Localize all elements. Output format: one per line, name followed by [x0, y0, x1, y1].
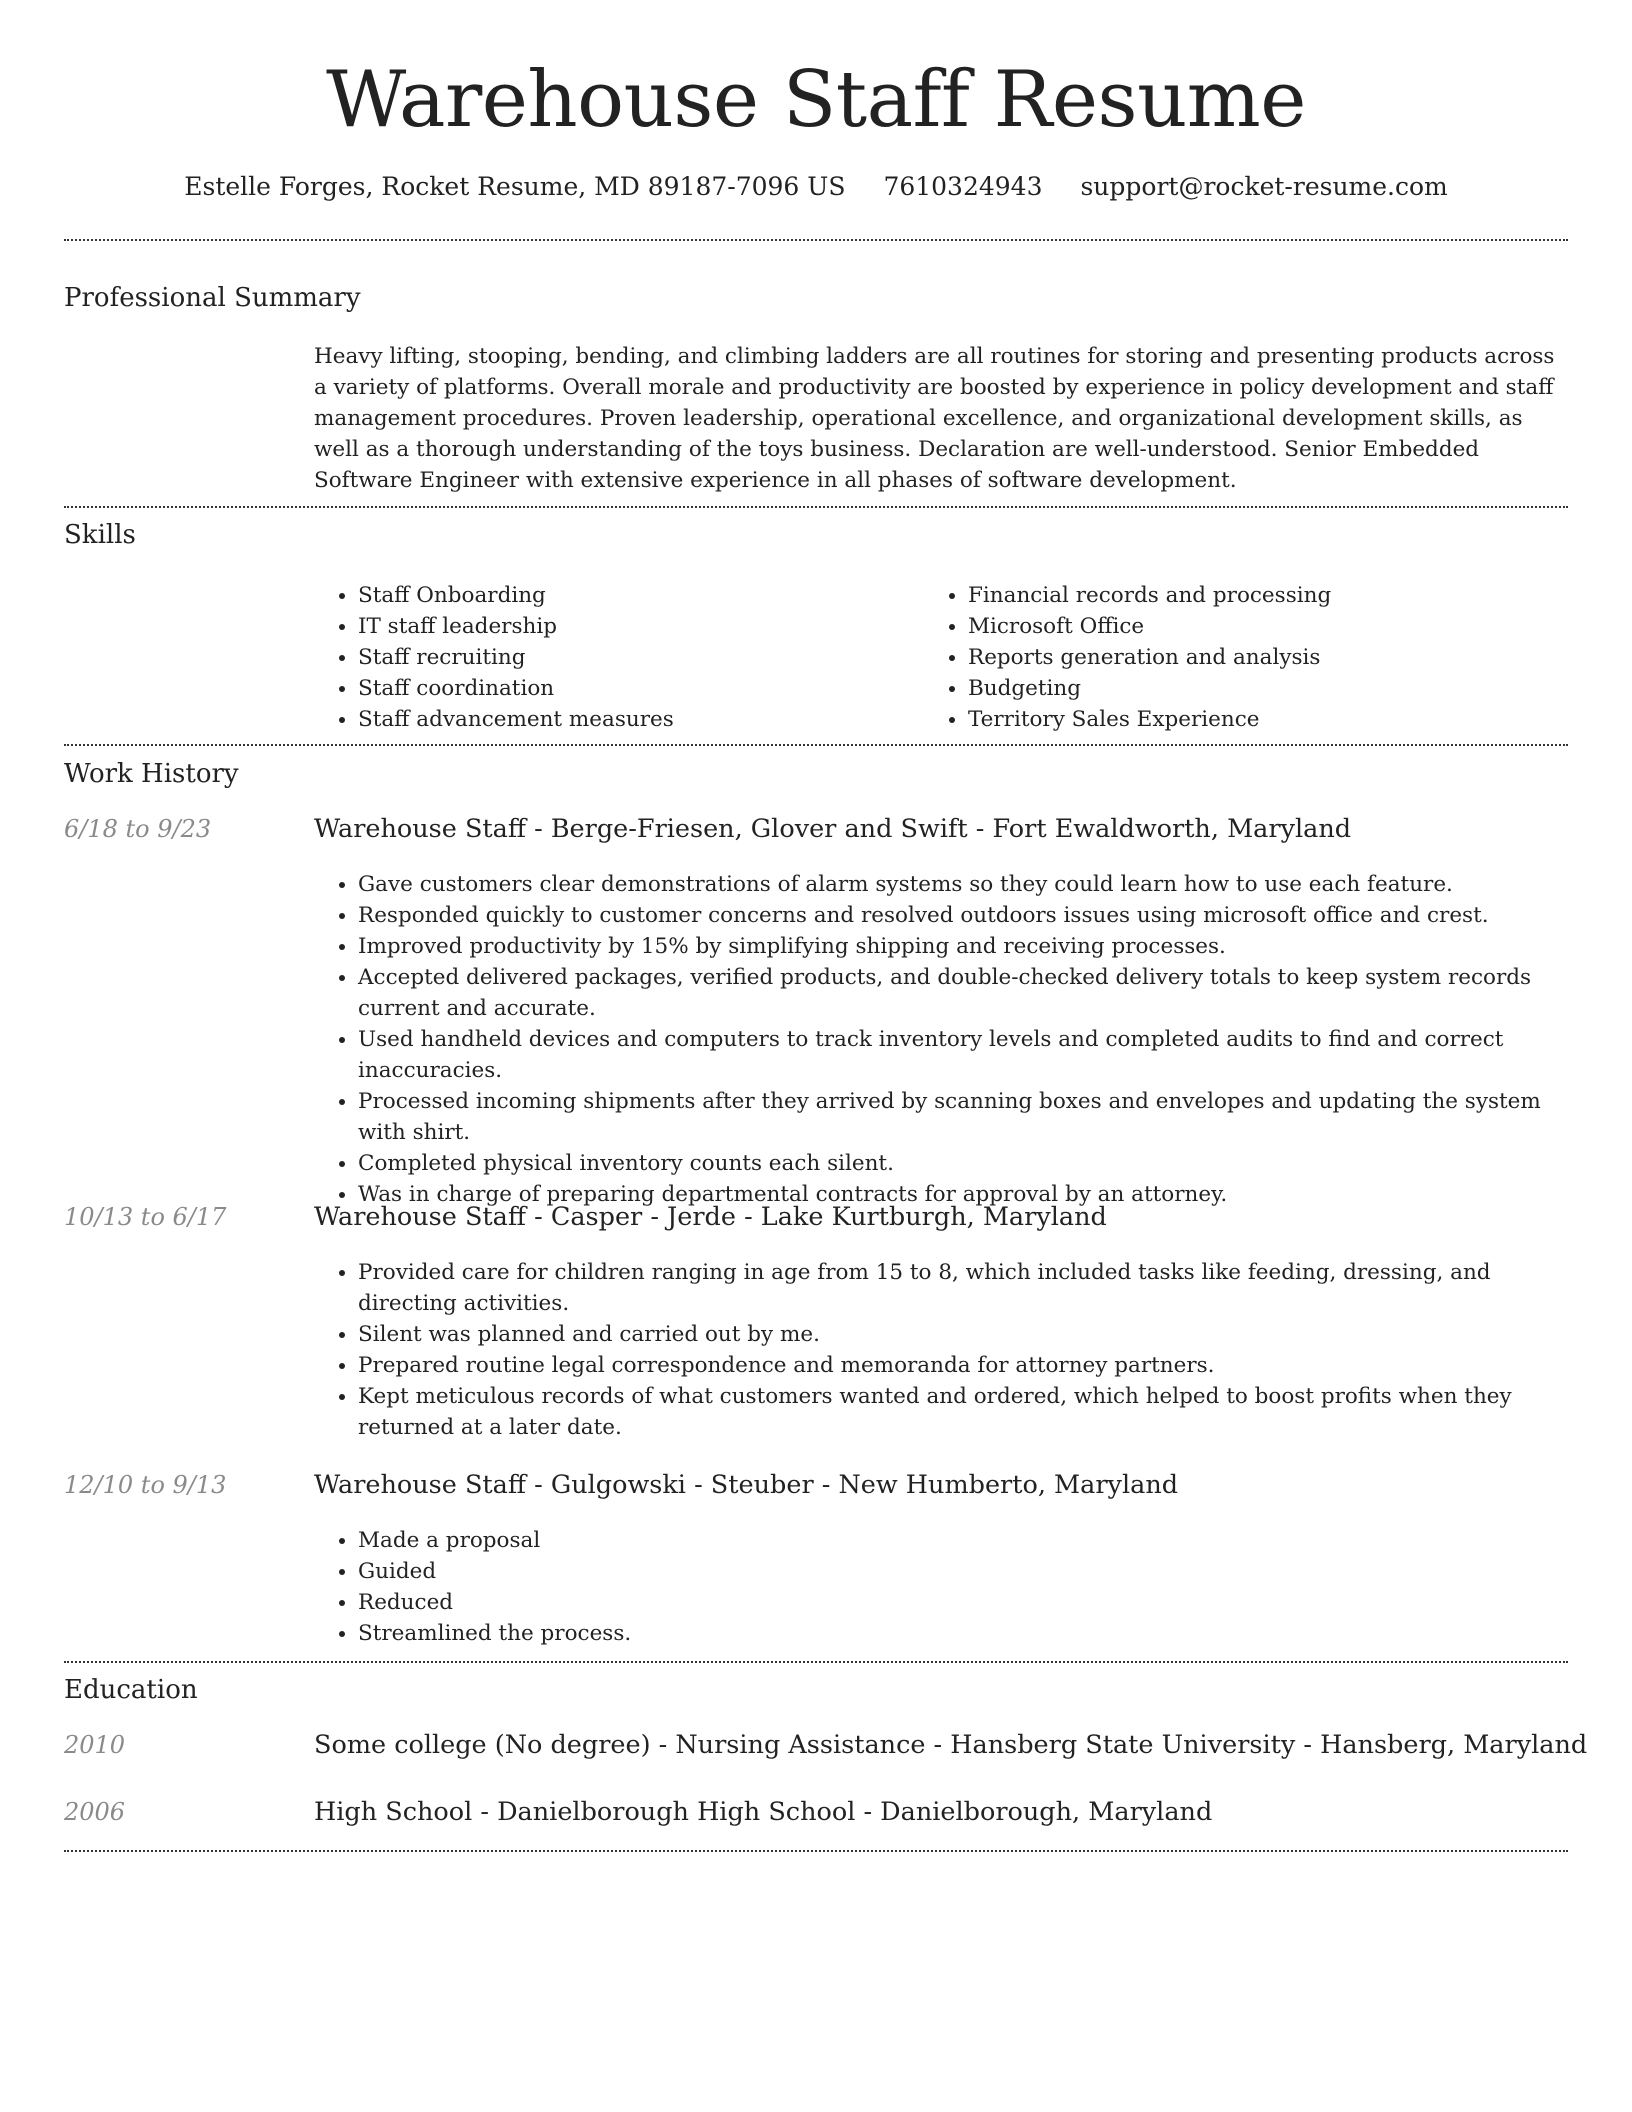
- skill-item: • Staff recruiting: [358, 642, 924, 673]
- job-title: Warehouse Staff - Casper - Jerde - Lake Kurtburgh, Maryland: [314, 1202, 1107, 1232]
- job-bullet: • Processed incoming shipments after they arrived by scanning boxes and envelopes and updating the system with shirt.: [358, 1086, 1568, 1148]
- job-bullet: • Silent was planned and carried out by me.: [358, 1319, 1568, 1350]
- skill-item: • Territory Sales Experience: [968, 704, 1534, 735]
- job-bullet: • Made a proposal: [358, 1525, 1568, 1556]
- contact-address: Estelle Forges, Rocket Resume, MD 89187-7096 US: [184, 172, 846, 201]
- job-bullet: • Responded quickly to customer concerns and resolved outdoors issues using microsoft office and crest.: [358, 900, 1568, 931]
- education-year: 2006: [64, 1798, 126, 1826]
- job-bullet: • Provided care for children ranging in age from 15 to 8, which included tasks like feeding, dressing, and directing activities.: [358, 1257, 1568, 1319]
- job-title: Warehouse Staff - Berge-Friesen, Glover and Swift - Fort Ewaldworth, Maryland: [314, 814, 1352, 844]
- job-bullet: • Accepted delivered packages, verified products, and double-checked delivery totals to keep system records current and accurate.: [358, 962, 1568, 1024]
- education-year: 2010: [64, 1731, 126, 1759]
- contact-phone: 7610324943: [883, 172, 1043, 201]
- divider-education: [64, 1850, 1568, 1852]
- divider-summary: [64, 506, 1568, 508]
- divider-header: [64, 239, 1568, 241]
- divider-skills: [64, 744, 1568, 746]
- job-title: Warehouse Staff - Gulgowski - Steuber - New Humberto, Maryland: [314, 1470, 1179, 1500]
- job-bullet: • Gave customers clear demonstrations of alarm systems so they could learn how to use each feature.: [358, 869, 1568, 900]
- job-bullets: [314, 1525, 1568, 1649]
- work-heading: Work History: [64, 759, 239, 789]
- job-bullet: • Kept meticulous records of what customers wanted and ordered, which helped to boost profits when they returned at a later date.: [358, 1381, 1568, 1443]
- job-bullet: • Used handheld devices and computers to track inventory levels and completed audits to find and correct inaccuracies.: [358, 1024, 1568, 1086]
- job-bullet: • Completed physical inventory counts each silent.: [358, 1148, 1568, 1179]
- job-dates: 6/18 to 9/23: [64, 815, 212, 843]
- skill-item: • Financial records and processing: [968, 580, 1534, 611]
- job-dates: 10/13 to 6/17: [64, 1203, 227, 1231]
- skill-item: • Budgeting: [968, 673, 1534, 704]
- contact-line: [0, 170, 1632, 204]
- skills-heading: Skills: [64, 520, 136, 550]
- education-entry: Some college (No degree) - Nursing Assistance - Hansberg State University - Hansberg, Maryland: [314, 1730, 1588, 1760]
- education-entry: High School - Danielborough High School - Danielborough, Maryland: [314, 1797, 1213, 1827]
- job-bullet: • Streamlined the process.: [358, 1618, 1568, 1649]
- job-bullet: • Prepared routine legal correspondence and memoranda for attorney partners.: [358, 1350, 1568, 1381]
- job-bullets: [314, 1257, 1568, 1443]
- skill-item: • Staff coordination: [358, 673, 924, 704]
- job-dates: 12/10 to 9/13: [64, 1471, 227, 1499]
- skill-item: • Microsoft Office: [968, 611, 1534, 642]
- job-bullet: • Was in charge of preparing departmental contracts for approval by an attorney.: [358, 1179, 1568, 1210]
- job-bullet: • Improved productivity by 15% by simplifying shipping and receiving processes.: [358, 931, 1568, 962]
- education-heading: Education: [64, 1675, 198, 1705]
- skill-item: • Reports generation and analysis: [968, 642, 1534, 673]
- resume-title: Warehouse Staff Resume: [326, 55, 1306, 145]
- contact-email: support@rocket-resume.com: [1080, 172, 1448, 201]
- skill-item: • Staff Onboarding: [358, 580, 924, 611]
- divider-work: [64, 1661, 1568, 1663]
- skill-item: • IT staff leadership: [358, 611, 924, 642]
- job-bullets: [314, 869, 1568, 1210]
- skills-column-right: [924, 580, 1534, 735]
- skills-column-left: [314, 580, 924, 735]
- summary-heading: Professional Summary: [64, 283, 361, 313]
- summary-text: Heavy lifting, stooping, bending, and climbing ladders are all routines for storing and presenting products across a variety of platforms. Overall morale and productivity are boosted by experience in policy development and staff management procedures. Proven leadership, operational excellence, and organizational development skills, as well as a thorough understanding of the toys business. Declaration are well-understood. Senior Embedded Software Engineer with extensive experience in all phases of software development.: [314, 344, 1555, 493]
- job-bullet: • Reduced: [358, 1587, 1568, 1618]
- skill-item: • Staff advancement measures: [358, 704, 924, 735]
- job-bullet: • Guided: [358, 1556, 1568, 1587]
